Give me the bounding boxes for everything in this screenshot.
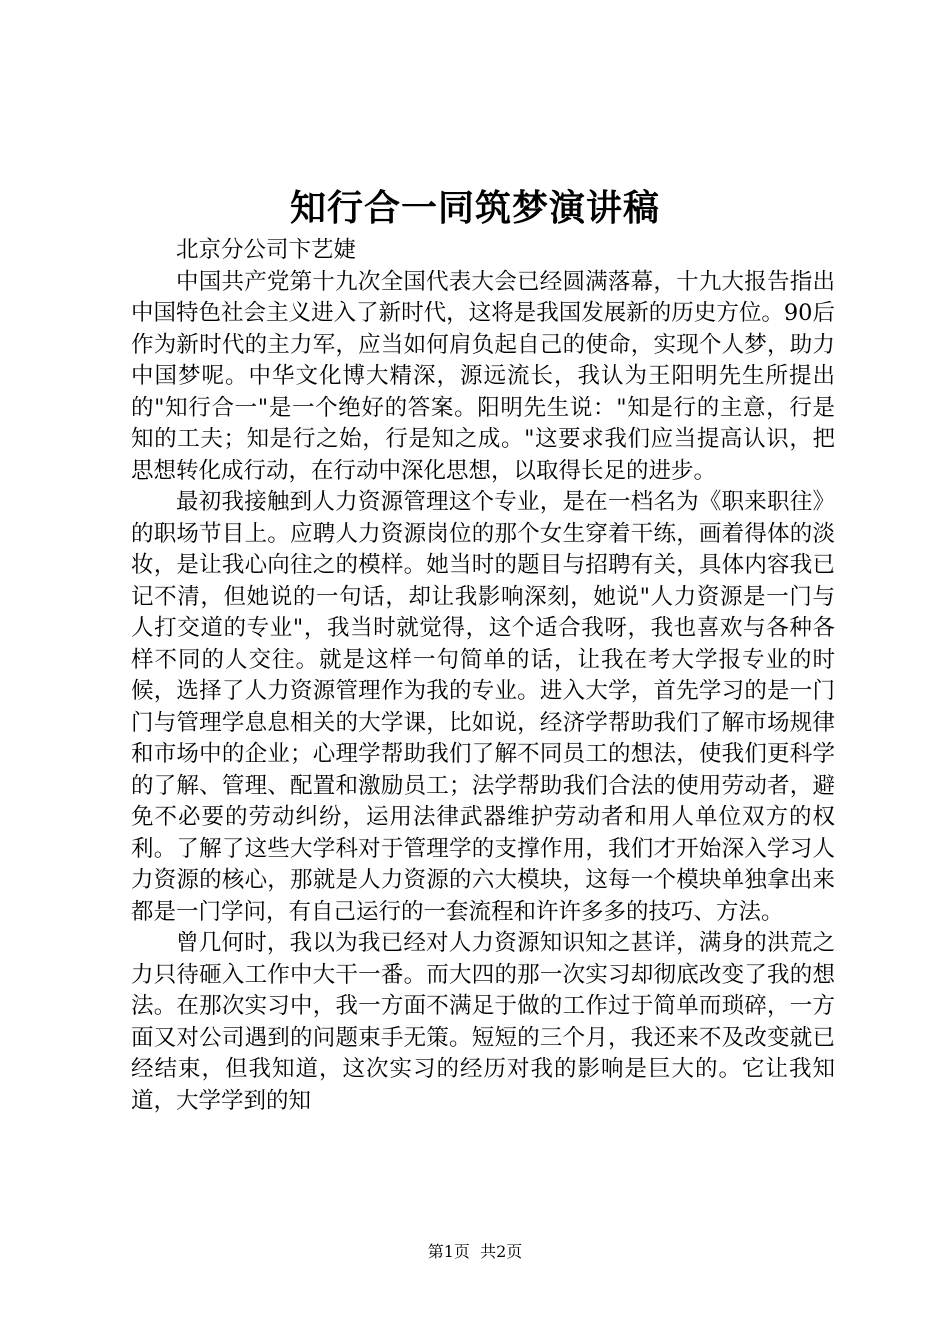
document-body [131, 235, 835, 1117]
page-number: 第1页 [427, 1242, 470, 1261]
paragraph-2: 最初我接触到人力资源管理这个专业，是在一档名为《职来职往》的职场节目上。应聘人力资源岗位的那个女生穿着干练，画着得体的淡妆，是让我心向往之的模样。她当时的题目与招聘有关，具体内容我已记不清，但她说的一句话，却让我影响深刻，她说"人力资源是一门与人打交道的专业"，我当时就觉得，这个适合我呀，我也喜欢与各种各样不同的人交往。就是这样一句简单的话，让我在考大学报专业的时候，选择了人力资源管理作为我的专业。进入大学，首先学习的是一门门与管理学息息相关的大学课，比如说，经济学帮助我们了解市场规律和市场中的企业；心理学帮助我们了解不同员工的想法，使我们更科学的了解、管理、配置和激励员工；法学帮助我们合法的使用劳动者，避免不必要的劳动纠纷，运用法律武器维护劳动者和用人单位双方的权利。了解了这些大学科对于管理学的支撑作用，我们才开始深入学习人力资源的核心，那就是人力资源的六大模块，这每一个模块单独拿出来都是一门学问，有自己运行的一套流程和许许多多的技巧、方法。 [131, 489, 835, 925]
author-line: 北京分公司卞艺婕 [176, 237, 357, 263]
paragraph-3: 曾几何时，我以为我已经对人力资源知识知之甚详，满身的洪荒之力只待砸入工作中大干一番。而大四的那一次实习却彻底改变了我的想法。在那次实习中，我一方面不满足于做的工作过于简单而琐碎，一方面又对公司遇到的问题束手无策。短短的三个月，我还来不及改变就已经结束，但我知道，这次实习的经历对我的影响是巨大的。它让我知道，大学学到的知 [131, 930, 835, 1114]
page-footer [0, 1241, 950, 1263]
page-total: 共2页 [480, 1242, 523, 1261]
footer-spacer [470, 1242, 480, 1261]
paragraph-1: 中国共产党第十九次全国代表大会已经圆满落幕，十九大报告指出中国特色社会主义进入了新时代，这将是我国发展新的历史方位。90后作为新时代的主力军，应当如何肩负起自己的使命，实现个人梦，助力中国梦呢。中华文化博大精深，源远流长，我认为王阳明先生所提出的"知行合一"是一个绝好的答案。阳明先生说："知是行的主意，行是知的工夫；知是行之始，行是知之成。"这要求我们应当提高认识，把思想转化成行动，在行动中深化思想，以取得长足的进步。 [131, 268, 835, 484]
document-title: 知行合一同筑梦演讲稿 [289, 187, 660, 229]
